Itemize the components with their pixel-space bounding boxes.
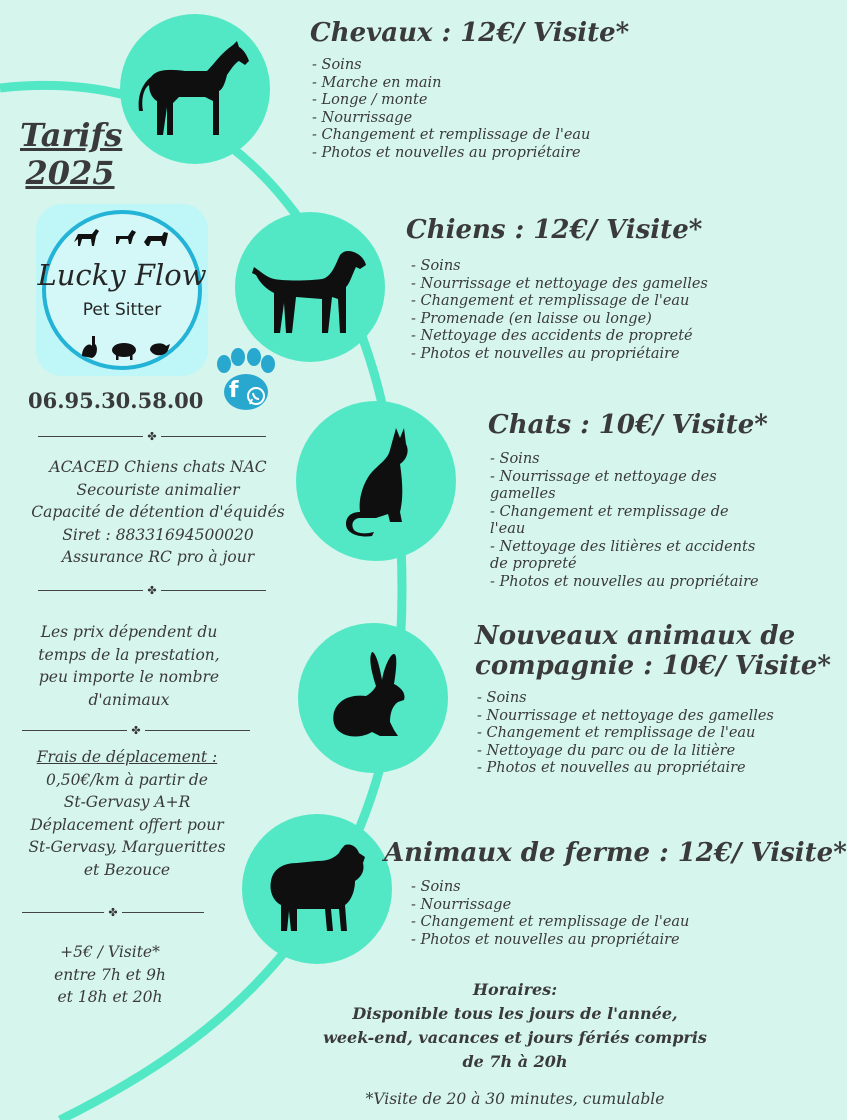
divider: ✤ (22, 905, 204, 919)
service-list-nac (477, 690, 777, 778)
list-item: - Soins (490, 451, 768, 469)
credential-line: Assurance RC pro à jour (61, 548, 255, 566)
service-list-dogs (411, 258, 751, 363)
dog-icon (252, 237, 368, 337)
list-item: - Photos et nouvelles au propriétaire (411, 346, 751, 364)
travel-fees-line: St-Gervasy A+R (63, 793, 191, 811)
service-title-dogs: Chiens : 12€/ Visite* (406, 215, 703, 245)
pricing-note (18, 621, 240, 711)
list-item: - Nourrissage et nettoyage des gamelles (490, 469, 768, 504)
divider: ✤ (38, 429, 266, 443)
list-item: - Photos et nouvelles au propriétaire (312, 145, 632, 163)
schedule-line: week-end, vacances et jours fériés compris (323, 1028, 707, 1047)
phone-number[interactable]: 06.95.30.58.00 (28, 388, 204, 413)
travel-fees-line: Déplacement offert pour (30, 815, 224, 834)
list-item: - Soins (477, 690, 777, 708)
credential-line: Siret : 88331694500020 (62, 525, 254, 544)
travel-fees-line: St-Gervasy, Marguerittes (28, 838, 226, 856)
list-item: - Nourrissage (312, 110, 632, 128)
logo-subtitle: Pet Sitter (82, 300, 162, 320)
list-item: - Promenade (en laisse ou longe) (411, 311, 751, 329)
pricing-note-line: temps de la prestation, (38, 645, 220, 664)
logo-name: Lucky Flow (37, 258, 207, 292)
list-item: - Changement et remplissage de l'eau (490, 504, 768, 539)
list-item: - Nettoyage des litières et accidents de propreté (490, 539, 768, 574)
travel-fees (12, 746, 242, 881)
rabbit-icon (332, 650, 414, 746)
list-item: - Nourrissage (411, 897, 731, 915)
credential-line: Capacité de détention d'équidés (31, 503, 285, 521)
travel-fees-line: et Bezouce (83, 860, 171, 879)
cat-icon (336, 426, 416, 536)
service-list-farm (411, 879, 731, 949)
list-item: - Longe / monte (312, 92, 632, 110)
tarifs-heading-line1: Tarifs (20, 116, 123, 154)
service-title-nac-line1: Nouveaux animaux de (475, 621, 796, 651)
list-item: - Nettoyage des accidents de propreté (411, 328, 751, 346)
schedule-line: de 7h à 20h (462, 1052, 568, 1071)
time-supplement-line: entre 7h et 9h (54, 965, 166, 984)
footnote: *Visite de 20 à 30 minutes, cumulable (365, 1090, 665, 1108)
service-title-farm: Animaux de ferme : 12€/ Visite* (384, 838, 847, 868)
horse-icon (139, 39, 251, 139)
horse-circle (120, 14, 270, 164)
rabbit-circle (298, 623, 448, 773)
list-item: - Photos et nouvelles au propriétaire (411, 932, 731, 950)
time-supplement-line: et 18h et 20h (57, 988, 163, 1006)
logo-animals-top-icon (72, 224, 172, 252)
pricing-note-line: peu importe le nombre (38, 668, 220, 686)
credential-line: ACACED Chiens chats NAC (49, 458, 267, 476)
list-item: - Soins (411, 879, 731, 897)
divider: ✤ (22, 723, 250, 737)
service-title-horses: Chevaux : 12€/ Visite* (310, 18, 630, 48)
time-supplement-line: +5€ / Visite* (60, 943, 160, 961)
list-item: - Changement et remplissage de l'eau (312, 127, 632, 145)
list-item: - Soins (312, 57, 632, 75)
service-list-cats (490, 451, 768, 591)
schedule-block (300, 978, 730, 1074)
tarifs-heading (20, 116, 123, 192)
service-title-nac-line2: compagnie : 10€/ Visite* (475, 651, 831, 681)
cat-circle (296, 401, 456, 561)
service-title-cats: Chats : 10€/ Visite* (488, 410, 768, 440)
list-item: - Photos et nouvelles au propriétaire (490, 574, 768, 592)
facebook-icon[interactable]: f (229, 378, 239, 403)
list-item: - Photos et nouvelles au propriétaire (477, 760, 777, 778)
service-title-nac (475, 621, 831, 681)
list-item: - Changement et remplissage de l'eau (411, 293, 751, 311)
list-item: - Marche en main (312, 75, 632, 93)
schedule-line: Disponible tous les jours de l'année, (352, 1004, 678, 1023)
dog-circle (235, 212, 385, 362)
tarifs-heading-line2: 2025 (25, 154, 115, 192)
brand-logo (36, 204, 208, 376)
sheep-icon (267, 841, 367, 937)
pricing-note-line: d'animaux (88, 690, 170, 709)
paw-icon[interactable] (212, 348, 278, 412)
whatsapp-icon[interactable] (246, 386, 266, 406)
list-item: - Nourrissage et nettoyage des gamelles (477, 708, 777, 726)
travel-fees-line: 0,50€/km à partir de (46, 770, 208, 789)
sheep-circle (242, 814, 392, 964)
time-supplement (20, 941, 200, 1009)
schedule-heading: Horaires: (472, 980, 558, 999)
logo-animals-bottom-icon (78, 332, 172, 362)
list-item: - Changement et remplissage de l'eau (477, 725, 777, 743)
credentials-block (18, 456, 298, 569)
divider: ✤ (38, 583, 266, 597)
pricing-note-line: Les prix dépendent du (40, 623, 218, 641)
list-item: - Nettoyage du parc ou de la litière (477, 743, 777, 761)
list-item: - Changement et remplissage de l'eau (411, 914, 731, 932)
list-item: - Soins (411, 258, 751, 276)
travel-fees-heading: Frais de déplacement : (36, 748, 218, 766)
list-item: - Nourrissage et nettoyage des gamelles (411, 276, 751, 294)
credential-line: Secouriste animalier (76, 480, 240, 499)
service-list-horses (312, 57, 632, 162)
